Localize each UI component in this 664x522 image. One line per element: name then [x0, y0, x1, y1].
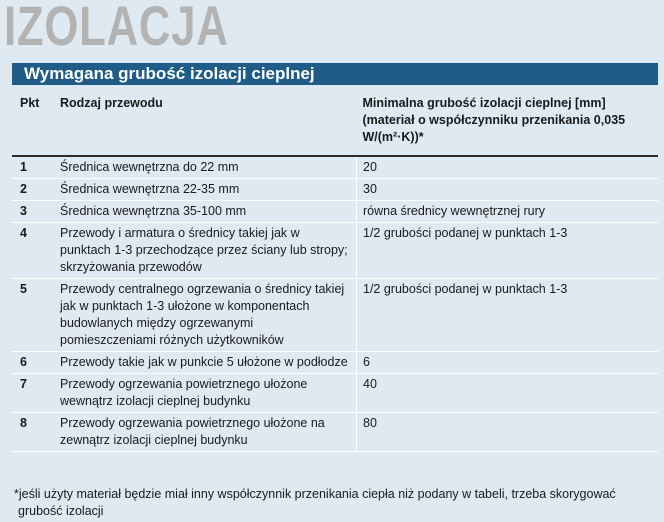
row-name: Średnica wewnętrzna do 22 mm	[54, 156, 357, 179]
table-row	[12, 352, 658, 374]
header-name: Rodzaj przewodu	[54, 90, 357, 156]
footnote-line-1: *jeśli użyty materiał będzie miał inny współczynnik przenikania ciepła niż podany w tabeli, trzeba skorygować	[14, 487, 616, 501]
row-value: 30	[357, 179, 659, 201]
table-row	[12, 374, 658, 413]
table-row	[12, 201, 658, 223]
row-value: 40	[357, 374, 659, 413]
row-value: 80	[357, 413, 659, 452]
page-title: IZOLACJA	[4, 0, 229, 57]
table-row	[12, 179, 658, 201]
row-value: równa średnicy wewnętrznej rury	[357, 201, 659, 223]
row-name: Przewody i armatura o średnicy takiej jak w punktach 1-3 przechodzące przez ściany lub stropy; skrzyżowania przewodów	[54, 223, 357, 279]
footnote-line-2: grubość izolacji	[18, 504, 104, 518]
row-value: 1/2 grubości podanej w punktach 1-3	[357, 223, 659, 279]
row-value: 1/2 grubości podanej w punktach 1-3	[357, 279, 659, 352]
table-title-bar: Wymagana grubość izolacji cieplnej	[12, 63, 658, 85]
row-num: 8	[12, 413, 54, 452]
row-name: Przewody takie jak w punkcie 5 ułożone w podłodze	[54, 352, 357, 374]
row-name: Przewody ogrzewania powietrznego ułożone wewnątrz izolacji cieplnej budynku	[54, 374, 357, 413]
row-num: 1	[12, 156, 54, 179]
row-num: 3	[12, 201, 54, 223]
row-name: Przewody centralnego ogrzewania o średnicy takiej jak w punktach 1-3 ułożone w komponentach budowlanych między ogrzewanymi pomieszczeniami różnych użytkowników	[54, 279, 357, 352]
header-value: Minimalna grubość izolacji cieplnej [mm] (materiał o współczynniku przenikania 0,035 W/(m²·K))*	[357, 90, 659, 156]
insulation-table	[12, 90, 658, 452]
row-value: 6	[357, 352, 659, 374]
table-row	[12, 279, 658, 352]
row-num: 5	[12, 279, 54, 352]
row-num: 7	[12, 374, 54, 413]
row-num: 4	[12, 223, 54, 279]
table-row	[12, 413, 658, 452]
row-value: 20	[357, 156, 659, 179]
row-name: Średnica wewnętrzna 22-35 mm	[54, 179, 357, 201]
row-name: Przewody ogrzewania powietrznego ułożone na zewnątrz izolacji cieplnej budynku	[54, 413, 357, 452]
header-num: Pkt	[12, 90, 54, 156]
table-header-row	[12, 90, 658, 156]
footnote	[14, 486, 654, 520]
row-num: 6	[12, 352, 54, 374]
row-name: Średnica wewnętrzna 35-100 mm	[54, 201, 357, 223]
row-num: 2	[12, 179, 54, 201]
table-row	[12, 156, 658, 179]
table-row	[12, 223, 658, 279]
